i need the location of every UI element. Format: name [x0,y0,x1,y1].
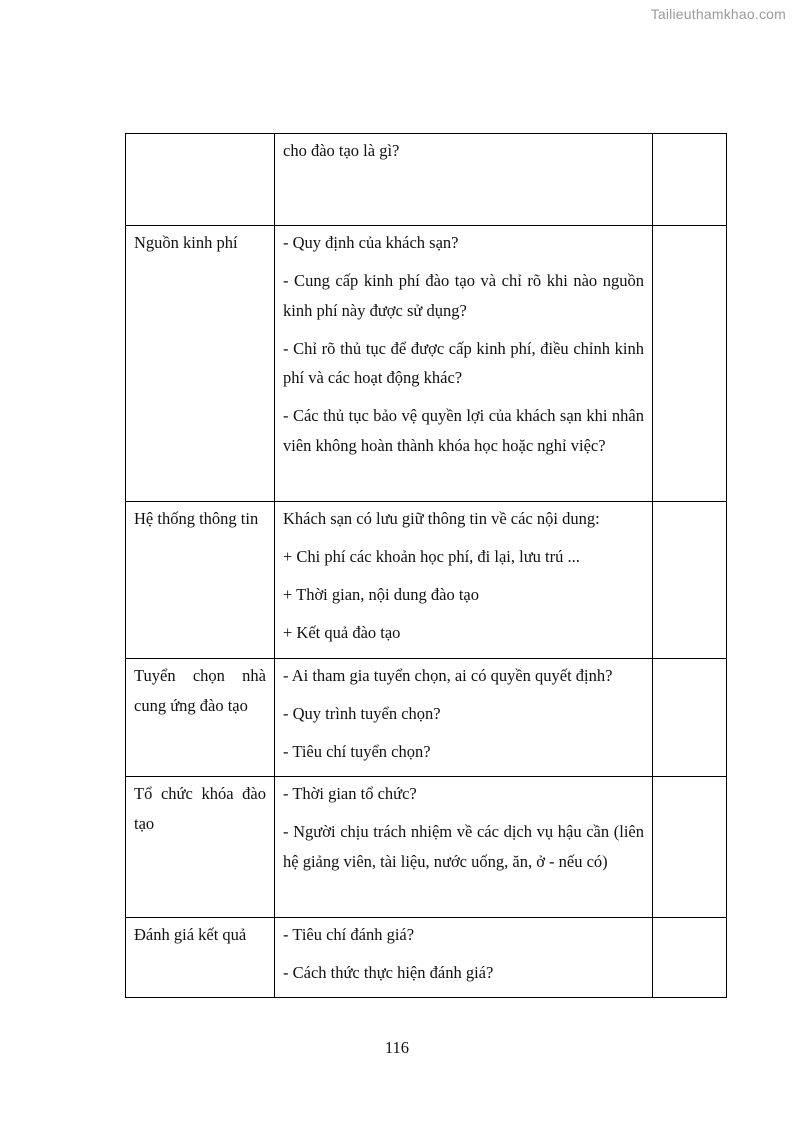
row-empty-cell [653,918,727,998]
row-content-cell [275,777,653,918]
table-row [126,659,727,777]
row-item: - Cách thức thực hiện đánh giá? [283,963,494,982]
row-item: cho đào tạo là gì? [283,141,400,160]
row-empty-cell [653,502,727,659]
row-content-cell [275,918,653,998]
row-label-cell [126,134,275,226]
table-row [126,226,727,502]
row-empty-cell [653,777,727,918]
row-label-cell [126,226,275,502]
row-content-cell [275,659,653,777]
row-item: - Cung cấp kinh phí đào tạo và chỉ rõ khi nào nguồn kinh phí này được sử dụng? [283,271,644,320]
row-content-cell [275,502,653,659]
row-empty-cell [653,659,727,777]
row-item: Khách sạn có lưu giữ thông tin về các nội dung: [283,509,600,528]
row-content-cell [275,226,653,502]
page-number: 116 [384,1038,410,1057]
row-item: - Tiêu chí đánh giá? [283,925,415,944]
table-row [126,918,727,998]
row-item: + Chi phí các khoản học phí, đi lại, lưu trú ... [283,547,580,566]
row-item: - Quy định của khách sạn? [283,233,459,252]
row-item: - Ai tham gia tuyển chọn, ai có quyền quyết định? [283,666,613,685]
row-label: Hệ thống thông tin [134,509,259,528]
row-label: Đánh giá kết quả [134,925,247,944]
row-label: Tuyển chọn nhà cung ứng đào tạo [134,666,266,715]
row-label-cell [126,659,275,777]
row-label: Tổ chức khóa đào tạo [134,784,266,833]
row-empty-cell [653,134,727,226]
row-item: - Tiêu chí tuyển chọn? [283,742,431,761]
row-label-cell [126,918,275,998]
table-row [126,134,727,226]
row-item: + Thời gian, nội dung đào tạo [283,585,479,604]
row-item: - Người chịu trách nhiệm về các dịch vụ hậu cần (liên hệ giảng viên, tài liệu, nước uống, ăn, ở - nếu có) [283,822,644,871]
row-content-cell [275,134,653,226]
content-table [125,133,727,998]
table-row [126,502,727,659]
row-empty-cell [653,226,727,502]
row-label-cell [126,502,275,659]
row-item: - Chỉ rõ thủ tục để được cấp kinh phí, điều chỉnh kinh phí và các hoạt động khác? [283,338,644,387]
row-item: - Các thủ tục bảo vệ quyền lợi của khách sạn khi nhân viên không hoàn thành khóa học hoặc nghỉ việc? [283,406,644,455]
row-label-cell [126,777,275,918]
row-item: + Kết quả đào tạo [283,623,401,642]
row-item: - Quy trình tuyển chọn? [283,704,441,723]
row-item: - Thời gian tổ chức? [283,784,417,803]
row-label: Nguồn kinh phí [134,233,238,252]
table-row [126,777,727,918]
watermark: Tailieuthamkhao.com [650,6,786,22]
